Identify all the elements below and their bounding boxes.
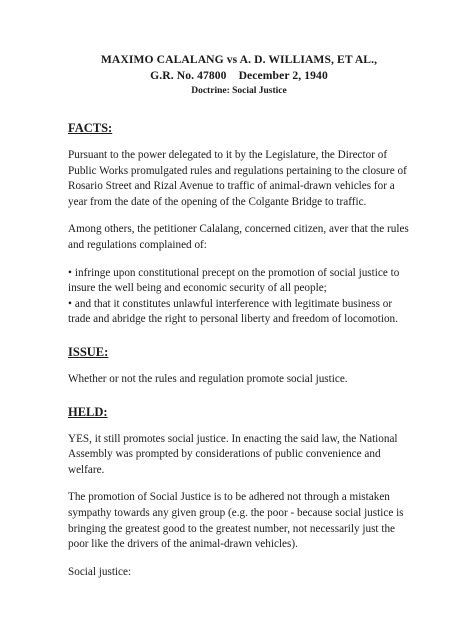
facts-heading: FACTS:	[68, 121, 113, 135]
bullet-icon: •	[68, 266, 72, 279]
case-title-block	[68, 52, 410, 98]
doctrine-label: Doctrine: Social Justice	[191, 86, 287, 96]
held-paragraph-1: YES, it still promotes social justice. In enacting the said law, the National Assembly was prompted by considerations of public convenience and welfare.	[68, 432, 398, 476]
list-item	[68, 297, 410, 328]
held-heading: HELD:	[68, 404, 108, 419]
case-number-date: G.R. No. 47800 December 2, 1940	[150, 69, 328, 82]
facts-paragraph-2: Among others, the petitioner Calalang, concerned citizen, aver that the rules and regulations complained of:	[68, 223, 409, 251]
bullet-text: infringe upon constitutional precept on the promotion of social justice to insure the well being and economic security of all people;	[68, 266, 400, 295]
issue-heading: ISSUE:	[68, 344, 109, 359]
facts-paragraph-1: Pursuant to the power delegated to it by the Legislature, the Director of Public Works promulgated rules and regulations pertaining to the closure of Rosario Street and Rizal Avenue to traffic of animal-drawn vehicles for a year from the date of the opening of the Colgante Bridge to traffic.	[68, 149, 407, 208]
bullet-icon: •	[68, 297, 72, 310]
case-title: MAXIMO CALALANG vs A. D. WILLIAMS, ET AL.,	[100, 53, 378, 66]
facts-bullet-list	[68, 266, 410, 328]
document-page	[68, 52, 410, 592]
held-paragraph-2: The promotion of Social Justice is to be adhered not through a mistaken sympathy towards any given group (e.g. the poor - because social justice is bringing the greatest good to the greatest number, not necessarily just the poor like the drivers of the animal-drawn vehicles).	[68, 491, 404, 551]
issue-text: Whether or not the rules and regulation promote social justice.	[68, 372, 348, 385]
held-paragraph-3: Social justice:	[68, 565, 132, 578]
list-item	[68, 266, 410, 297]
bullet-text: and that it constitutes unlawful interference with legitimate business or trade and abridge the right to personal liberty and freedom of locomotion.	[68, 297, 398, 326]
